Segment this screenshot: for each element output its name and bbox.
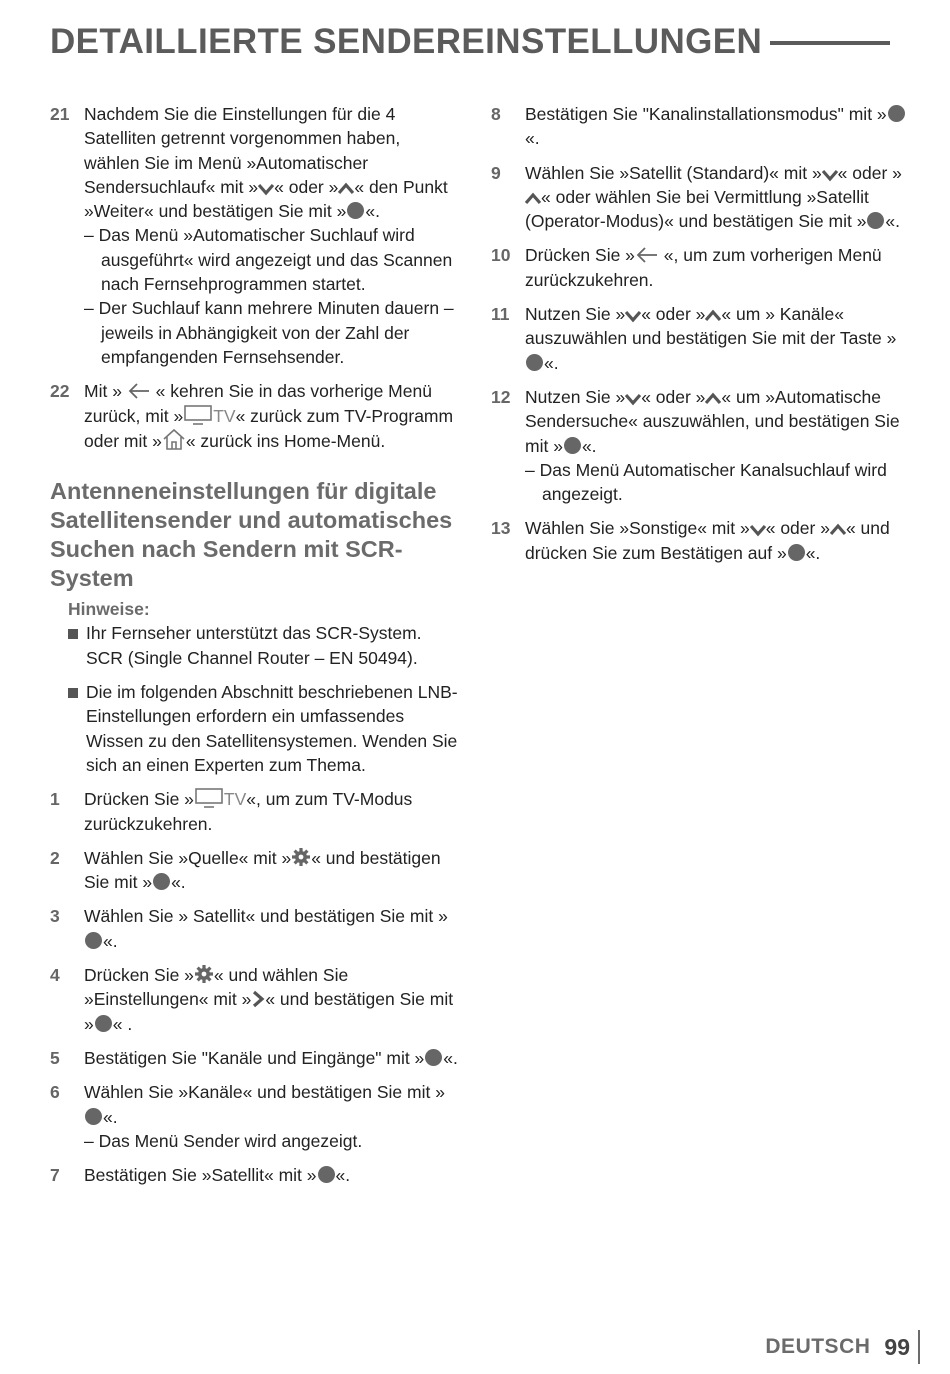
chevron-up-icon	[705, 309, 721, 323]
text-run: «, um zum TV-Modus zurückzukehren.	[84, 789, 413, 834]
step-number: 7	[50, 1165, 60, 1186]
sub-note: – Das Menü Sender wird angezeigt.	[84, 1130, 363, 1151]
step-10	[491, 243, 906, 292]
gear-icon	[291, 847, 311, 867]
text-run: « kehren Sie in das vorherige Menü zurück, mit »	[84, 381, 432, 426]
step-22	[50, 379, 460, 453]
ok-button-icon	[85, 932, 102, 949]
text-run: «, um zum vorherigen Menü zurückzukehren.	[525, 245, 882, 290]
text-run: « den Punkt »Weiter« und bestätigen Sie mit »	[84, 176, 448, 222]
tv-icon	[183, 405, 213, 425]
text-run: Nachdem Sie die Einstellungen für die 4 Satelliten getrennt vorgenommen haben, wählen Sie im Menü »Automatischer Sendersuchlauf« mit »	[84, 104, 401, 197]
chevron-down-icon	[258, 182, 274, 196]
step-number: 2	[50, 847, 60, 868]
chevron-down-icon	[822, 168, 838, 182]
section-heading: Antenneneinstellungen für digitale Satellitensender und automatisches Suchen nach Sendern mit SCR-System	[50, 478, 453, 592]
text-run: « oder »	[837, 162, 902, 183]
ok-button-icon	[85, 1108, 102, 1125]
text-run: « und bestätigen Sie mit »	[84, 847, 441, 893]
footer-language: DEUTSCH	[765, 1335, 871, 1358]
back-arrow-icon	[127, 382, 151, 400]
text-run: « .	[112, 1013, 133, 1034]
bullet-marker	[68, 621, 86, 670]
text-run: Drücken Sie »	[525, 245, 635, 266]
tv-label: TV	[223, 789, 247, 810]
home-icon	[162, 428, 186, 450]
step-number: 8	[491, 104, 501, 124]
step-8	[491, 102, 906, 151]
step-number: 6	[50, 1082, 60, 1103]
step-number: 11	[491, 304, 510, 325]
text-run: Nutzen Sie »	[525, 304, 626, 325]
step-2	[50, 846, 460, 895]
text-run: «.	[581, 435, 597, 456]
left-column	[50, 102, 460, 1197]
ok-button-icon	[526, 354, 543, 371]
step-text	[84, 102, 460, 369]
step-9	[491, 161, 906, 234]
ok-button-icon	[888, 105, 905, 122]
text-run: «.	[544, 352, 559, 373]
page-header	[50, 20, 890, 62]
step-number: 21	[50, 104, 70, 124]
text-run: « und bestätigen Sie mit »	[84, 989, 454, 1034]
step-number: 5	[50, 1047, 60, 1068]
step-6	[50, 1080, 460, 1153]
ok-button-icon	[318, 1166, 335, 1183]
text-run: Mit »	[84, 381, 127, 402]
note-text: Die im folgenden Abschnitt beschriebenen LNB-Einstellungen erfordern ein umfassendes Wissen zu den Satellitensystemen. Wenden Sie sich an einen Experten zum Thema.	[86, 682, 458, 775]
ok-button-icon	[867, 212, 884, 229]
tv-label: TV	[213, 405, 236, 426]
text-run: « oder »	[641, 304, 706, 325]
step-text	[84, 787, 460, 836]
text-run: «.	[443, 1047, 458, 1068]
step-7	[50, 1163, 460, 1187]
step-number: 9	[491, 162, 501, 183]
text-run: « oder »	[765, 518, 830, 539]
sub-note: – Der Suchlauf kann mehrere Minuten dauern – jeweils in Abhängigkeit von der Zahl der empfangenden Fernsehsender.	[84, 298, 454, 367]
ok-button-icon	[153, 873, 170, 890]
step-text	[84, 904, 460, 953]
text-run: Bestätigen Sie »Satellit« mit »	[84, 1165, 317, 1186]
text-run: Drücken Sie »	[84, 965, 194, 986]
text-run: «.	[335, 1165, 351, 1186]
chevron-up-icon	[830, 523, 846, 537]
text-run: «.	[103, 1106, 118, 1127]
ok-button-icon	[425, 1049, 442, 1066]
text-run: « und wählen Sie »Einstellungen« mit »	[84, 965, 349, 1010]
chevron-down-icon	[625, 392, 641, 406]
text-run: Wählen Sie » Satellit« und bestätigen Sie mit »	[84, 906, 448, 927]
note-item	[68, 621, 460, 670]
back-arrow-icon	[635, 246, 659, 264]
square-bullet-icon	[68, 629, 78, 639]
step-text	[525, 516, 906, 565]
step-3	[50, 904, 460, 953]
text-run: «.	[171, 872, 186, 893]
text-run: Wählen Sie »Quelle« mit »	[84, 847, 292, 868]
step-13	[491, 516, 906, 565]
chevron-down-icon	[750, 523, 766, 537]
step-21	[50, 102, 460, 369]
step-4	[50, 963, 460, 1036]
text-run: « oder »	[274, 176, 339, 197]
chevron-up-icon	[338, 182, 354, 196]
text-run: « oder »	[641, 386, 706, 407]
step-number: 10	[491, 245, 511, 266]
step-number: 1	[50, 789, 60, 810]
step-number: 13	[491, 518, 511, 539]
step-text	[525, 102, 906, 151]
step-text	[84, 1046, 460, 1070]
text-run: Nutzen Sie »	[525, 386, 626, 407]
text-run: Bestätigen Sie "Kanalinstallationsmodus" mit »	[525, 104, 887, 124]
text-run: « um » Kanäle« auszuwählen und bestätigen Sie mit der Taste »	[525, 304, 897, 349]
step-number: 4	[50, 965, 60, 986]
sub-note: – Das Menü »Automatischer Suchlauf wird ausgeführt« wird angezeigt und das Scannen nach Fernsehprogrammen startet.	[84, 225, 453, 295]
step-text	[84, 379, 460, 453]
note-item	[68, 680, 460, 777]
step-text	[84, 1163, 460, 1187]
text-run: Drücken Sie »	[84, 789, 194, 810]
text-run: Wählen Sie »Sonstige« mit »	[525, 518, 750, 539]
step-text	[84, 846, 460, 895]
step-number: 3	[50, 906, 60, 927]
tv-icon	[194, 788, 224, 808]
step-11	[491, 302, 906, 375]
gear-icon	[194, 964, 214, 984]
step-text	[525, 302, 906, 375]
page-number: 99	[884, 1330, 920, 1364]
note-text: Ihr Fernseher unterstützt das SCR-System. SCR (Single Channel Router – EN 50494).	[86, 623, 422, 668]
step-text	[84, 963, 460, 1036]
page-footer	[765, 1330, 920, 1364]
ok-button-icon	[95, 1015, 112, 1032]
title-rule	[770, 41, 890, 45]
text-run: Wählen Sie »Kanäle« und bestätigen Sie mit »	[84, 1082, 445, 1103]
text-run: Bestätigen Sie "Kanäle und Eingänge" mit »	[84, 1047, 425, 1068]
right-column	[491, 102, 906, 575]
text-run: « um »Automatische Sendersuche« auszuwählen, und bestätigen Sie mit »	[525, 386, 900, 456]
ok-button-icon	[347, 202, 364, 219]
ok-button-icon	[788, 544, 805, 561]
bullet-marker	[68, 680, 86, 777]
step-number: 22	[50, 381, 70, 402]
step-5	[50, 1046, 460, 1070]
text-run: « zurück zum TV-Programm oder mit »	[84, 405, 454, 451]
text-run: «.	[103, 930, 118, 951]
page-title: DETAILLIERTE SENDEREINSTELLUNGEN	[50, 21, 763, 61]
text-run: « und drücken Sie zum Bestätigen auf »	[525, 518, 890, 563]
sub-note: – Das Menü Automatischer Kanalsuchlauf wird angezeigt.	[525, 459, 887, 505]
step-1	[50, 787, 460, 836]
chevron-up-icon	[525, 192, 541, 206]
step-text	[525, 161, 906, 234]
chevron-down-icon	[625, 309, 641, 323]
square-bullet-icon	[68, 688, 78, 698]
step-text	[525, 385, 906, 506]
ok-button-icon	[564, 437, 581, 454]
text-run: «.	[365, 201, 380, 222]
text-run: «.	[805, 542, 821, 563]
text-run: « oder wählen Sie bei Vermittlung »Satellit (Operator-Modus)« und bestätigen Sie mit »	[525, 186, 869, 232]
step-12	[491, 385, 906, 506]
text-run: «.	[525, 128, 540, 149]
text-run: Wählen Sie »Satellit (Standard)« mit »	[525, 162, 822, 183]
text-run: « zurück ins Home-Menü.	[185, 430, 386, 451]
step-text	[525, 243, 906, 292]
text-run: «.	[885, 211, 901, 232]
step-number: 12	[491, 386, 511, 407]
chevron-right-icon	[251, 990, 265, 1008]
chevron-up-icon	[705, 392, 721, 406]
step-text	[84, 1080, 460, 1153]
notes-label: Hinweise:	[68, 599, 150, 620]
